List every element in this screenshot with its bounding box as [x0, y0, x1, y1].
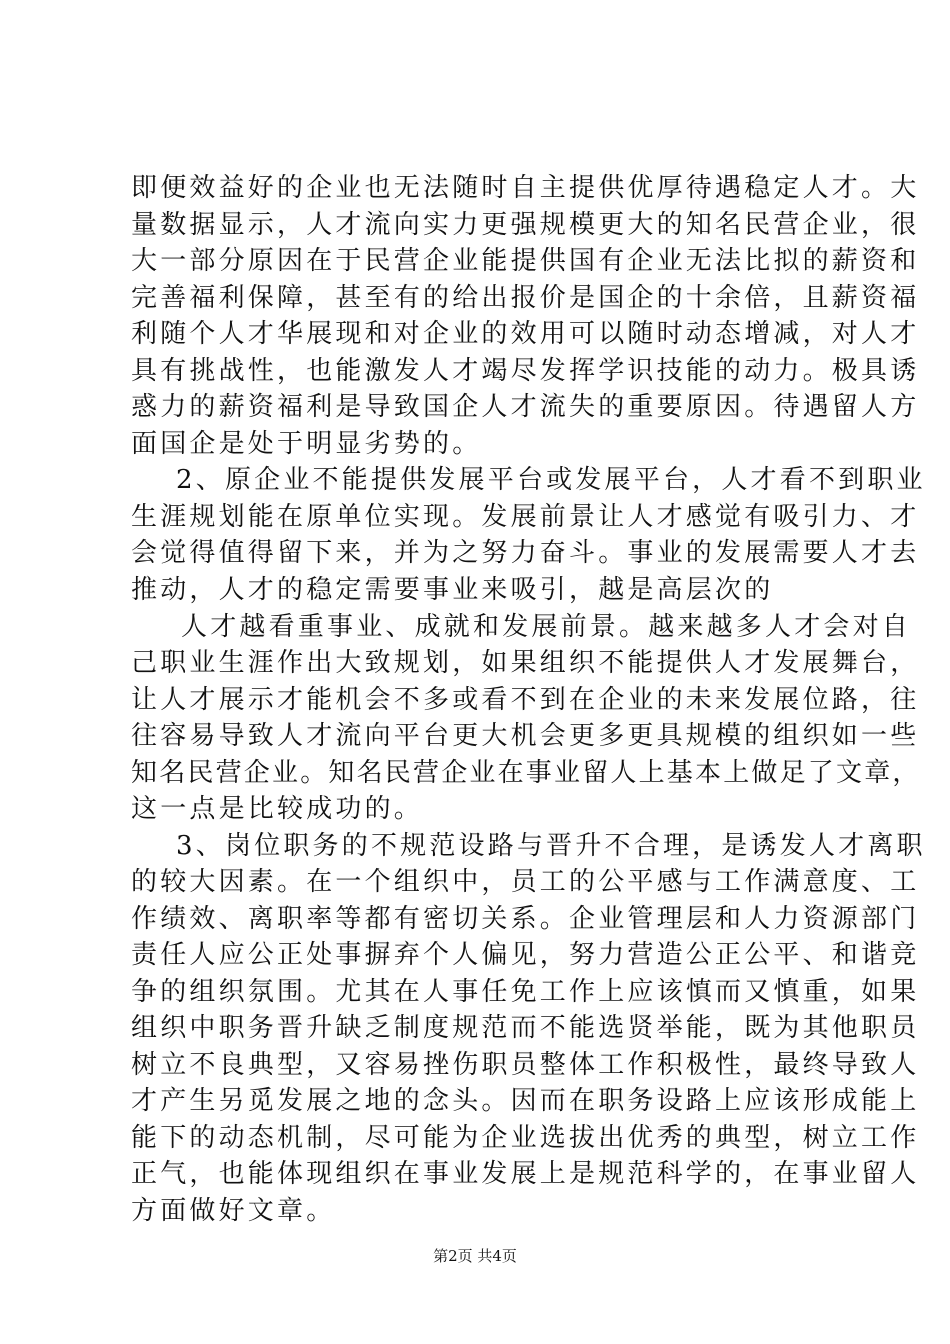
text-line: 生涯规划能在原单位实现。发展前景让人才感觉有吸引力、才: [131, 502, 920, 532]
text-line: 具有挑战性，也能激发人才竭尽发挥学识技能的动力。极具诱: [131, 356, 920, 386]
text-line: 让人才展示才能机会不多或看不到在企业的未来发展位路，往: [131, 685, 920, 715]
paragraph-2-first-line: 2、原企业不能提供发展平台或发展平台，人才看不到职业: [176, 465, 926, 495]
text-line: 能下的动态机制，尽可能为企业选拔出优秀的典型，树立工作: [131, 1123, 920, 1153]
text-line: 正气，也能体现组织在事业发展上是规范科学的，在事业留人: [131, 1159, 920, 1189]
text-line: 的较大因素。在一个组织中，员工的公平感与工作满意度、工: [131, 867, 920, 897]
text-line: 惑力的薪资福利是导致国企人才流失的重要原因。待遇留人方: [131, 392, 920, 422]
text-line: 才产生另觅发展之地的念头。因而在职务设路上应该形成能上: [131, 1086, 920, 1116]
text-line: 知名民营企业。知名民营企业在事业留人上基本上做足了文章，: [131, 758, 921, 788]
paragraph-3-first-line: 3、岗位职务的不规范设路与晋升不合理，是诱发人才离职: [176, 831, 926, 861]
text-line: 作绩效、离职率等都有密切关系。企业管理层和人力资源部门: [131, 904, 920, 934]
text-line: 人才越看重事业、成就和发展前景。越来越多人才会对自: [181, 612, 912, 642]
text-line: 组织中职务晋升缺乏制度规范而不能选贤举能，既为其他职员: [131, 1013, 920, 1043]
text-line: 即便效益好的企业也无法随时自主提供优厚待遇稳定人才。大: [131, 173, 920, 203]
text-line: 会觉得值得留下来，并为之努力奋斗。事业的发展需要人才去: [131, 538, 920, 568]
text-line: 争的组织氛围。尤其在人事任免工作上应该慎而又慎重，如果: [131, 977, 920, 1007]
text-line: 面国企是处于明显劣势的。: [131, 429, 482, 459]
text-line: 推动，人才的稳定需要事业来吸引，越是高层次的: [131, 575, 774, 605]
page-number-footer: 第2页 共4页: [433, 1247, 517, 1265]
text-line: 往容易导致人才流向平台更大机会更多更具规模的组织如一些: [131, 721, 920, 751]
text-line: 这一点是比较成功的。: [131, 794, 424, 824]
text-line: 完善福利保障，甚至有的给出报价是国企的十余倍，且薪资福: [131, 283, 920, 313]
text-line: 利随个人才华展现和对企业的效用可以随时动态增减，对人才: [131, 319, 920, 349]
text-line: 树立不良典型，又容易挫伤职员整体工作积极性，最终导致人: [131, 1050, 920, 1080]
text-line: 大一部分原因在于民营企业能提供国有企业无法比拟的薪资和: [131, 246, 920, 276]
text-line: 己职业生涯作出大致规划，如果组织不能提供人才发展舞台，: [131, 648, 920, 678]
text-line: 量数据显示，人才流向实力更强规模更大的知名民营企业，很: [131, 210, 920, 240]
text-line: 责任人应公正处事摒弃个人偏见，努力营造公正公平、和谐竞: [131, 940, 920, 970]
text-line: 方面做好文章。: [131, 1196, 336, 1226]
